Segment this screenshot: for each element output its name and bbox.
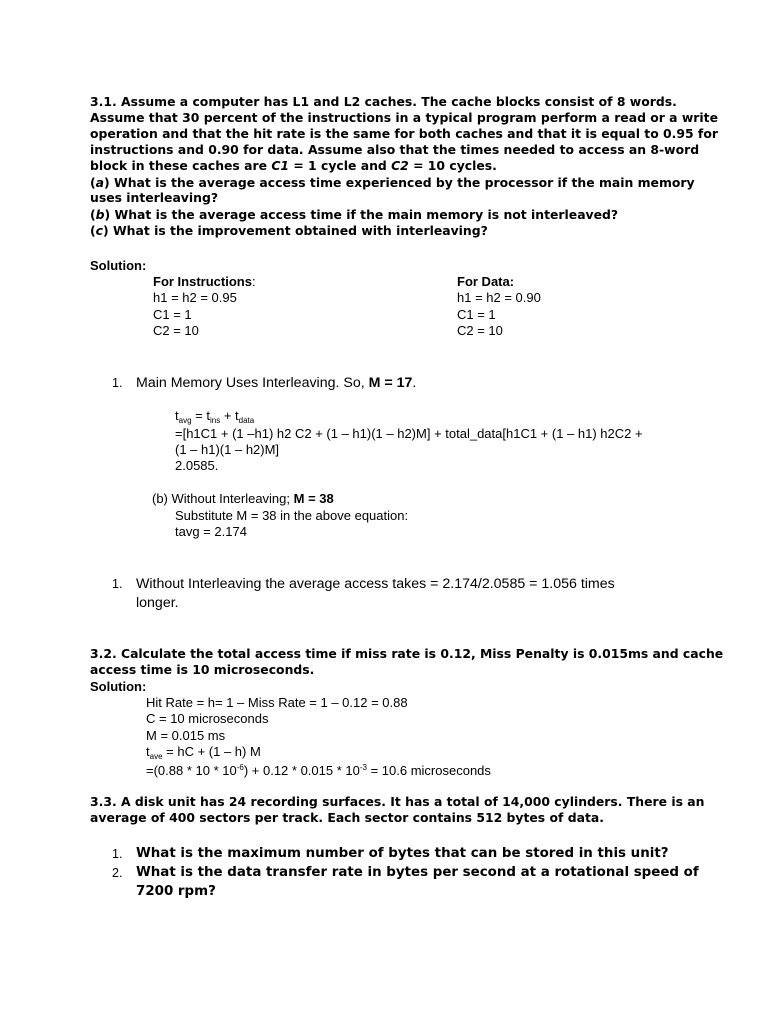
data-c2: C2 = 10 <box>457 323 503 338</box>
hit-rate-line: Hit Rate = h= 1 – Miss Rate = 1 – 0.12 = 0.88 <box>146 695 408 710</box>
without-interleaving: (b) Without Interleaving; M = 38 <box>152 491 334 506</box>
item1-text: Main Memory Uses Interleaving. So, M = 17. <box>136 375 417 391</box>
m-line: M = 0.015 ms <box>146 728 226 743</box>
instructions-h: h1 = h2 = 0.95 <box>153 290 237 305</box>
q33-line1: 3.3. A disk unit has 24 recording surfaces. It has a total of 14,000 cylinders. There is an <box>90 794 705 809</box>
q33-item1-text: What is the maximum number of bytes that can be stored in this unit? <box>136 846 669 861</box>
tavg-formula: $t_{avg} = t_{ins} + t_{data}$ <box>175 408 255 425</box>
item1-number: 1. <box>112 376 123 390</box>
substitute-line: Substitute M = 38 in the above equation: <box>175 508 409 523</box>
c-line: C = 10 microseconds <box>146 711 269 726</box>
q33-item2-number: 2. <box>112 866 123 880</box>
item2-number: 1. <box>112 577 123 591</box>
q33-item2-line1: What is the data transfer rate in bytes per second at a rotational speed of <box>136 865 699 880</box>
data-h: h1 = h2 = 0.90 <box>457 290 541 305</box>
equation-result: 2.0585. <box>175 458 219 473</box>
q33-line2: average of 400 sectors per track. Each sector contains 512 bytes of data. <box>90 810 604 825</box>
q33-item1-number: 1. <box>112 847 123 861</box>
q33-item2-line2: 7200 rpm? <box>136 884 216 899</box>
item2-line2: longer. <box>136 595 179 611</box>
data-heading: For Data: <box>457 274 515 289</box>
item2-line1: Without Interleaving the average access takes = 2.174/2.0585 = 1.056 times <box>136 576 615 592</box>
q32-line2: access time is 10 microseconds. <box>90 662 315 677</box>
solution-label-31: Solution: <box>90 258 147 273</box>
data-c1: C1 = 1 <box>457 307 496 322</box>
q32-line1: 3.2. Calculate the total access time if miss rate is 0.12, Miss Penalty is 0.015ms and cache <box>90 646 724 661</box>
tavg-result: tavg = 2.174 <box>175 524 247 539</box>
q31-line5: block in these caches are C1 = 1 cycle and C2 = 10 cycles. <box>90 158 497 173</box>
q31-line2: Assume that 30 percent of the instructions in a typical program perform a read or a write <box>90 110 718 125</box>
q31-part-a-cont: uses interleaving? <box>90 190 219 205</box>
instructions-heading: For Instructions: <box>153 274 256 289</box>
solution-label-32: Solution: <box>90 679 147 694</box>
q31-part-a: (a) What is the average access time experienced by the processor if the main memory <box>90 175 695 190</box>
q31-line3: operation and that the hit rate is the same for both caches and that it is equal to 0.95 for <box>90 126 718 141</box>
instructions-c2: C2 = 10 <box>153 323 199 338</box>
tave-formula: $t_{ave}$ = hC + (1 – h) M <box>146 744 261 761</box>
q31-line4: instructions and 0.90 for data. Assume also that the times needed to access an 8-word <box>90 142 700 157</box>
instructions-c1: C1 = 1 <box>153 307 192 322</box>
equation-line1: =[h1C1 + (1 –h1) h2 C2 + (1 – h1)(1 – h2)M] + total_data[h1C1 + (1 – h1) h2C2 + <box>175 426 643 441</box>
q31-part-b: (b) What is the average access time if the main memory is not interleaved? <box>90 207 619 222</box>
q31-line1: 3.1. Assume a computer has L1 and L2 caches. The cache blocks consist of 8 words. <box>90 94 677 109</box>
equation-line2: (1 – h1)(1 – h2)M] <box>175 442 280 457</box>
q31-part-c: (c) What is the improvement obtained with interleaving? <box>90 223 488 238</box>
calculation-line: $=(0.88 * 10 * 10^{-6}) + 0.12 * 0.015 * 10^{-3} = 10.6$ microseconds <box>146 763 491 778</box>
